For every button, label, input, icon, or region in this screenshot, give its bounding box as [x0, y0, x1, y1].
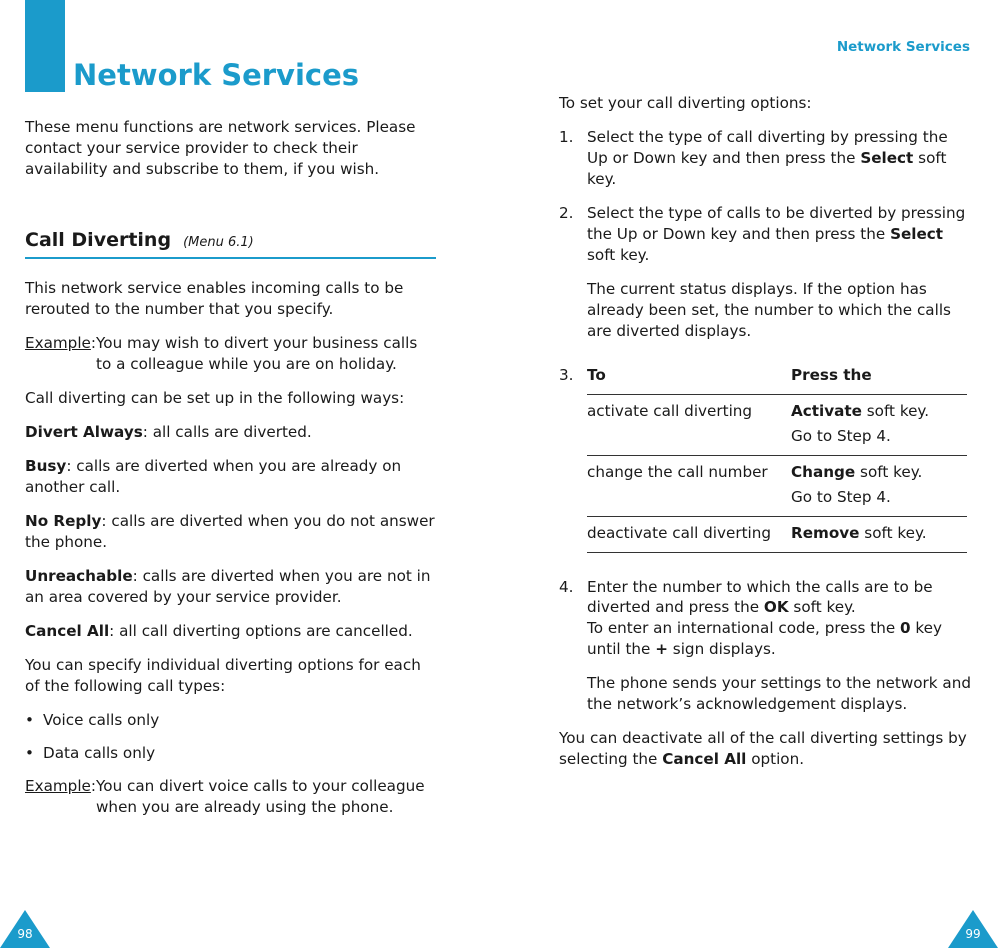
page-number-badge-left — [0, 910, 50, 948]
step-1 — [559, 127, 971, 190]
step-key: Select — [860, 148, 914, 167]
right-column — [559, 93, 971, 770]
option-desc: : calls are diverted when you are not in an area covered by your service provider. — [25, 566, 431, 606]
step-4-note: The phone sends your settings to the network and the network’s acknowledgement displays. — [587, 674, 971, 714]
outro-option: Cancel All — [662, 750, 747, 769]
intro-paragraph: These menu functions are network services. Please contact your service provider to check their availability and subscribe to them, if you wish. — [25, 118, 416, 178]
example-label: Example — [25, 333, 91, 352]
table-cell-key — [783, 394, 967, 455]
step-number: 1. — [559, 127, 574, 146]
running-head: Network Services — [836, 39, 970, 55]
soft-key-suffix: soft key. — [855, 462, 923, 481]
bullet-item — [25, 743, 437, 764]
section-title: Call Diverting — [25, 229, 172, 251]
outro-text: option. — [746, 750, 805, 769]
option-busy — [25, 456, 437, 498]
outro-paragraph — [559, 728, 971, 770]
step-text: Enter the number to which the calls are to be diverted and press the — [587, 577, 933, 617]
step-key: + — [655, 640, 668, 659]
step-2-note: The current status displays. If the option has already been set, the number to which the calls are diverted displays. — [587, 279, 951, 340]
types-intro: You can specify individual diverting options for each of the following call types: — [25, 655, 421, 695]
soft-key-suffix: soft key. — [859, 523, 927, 542]
table-row — [587, 394, 967, 455]
outro-text: You can deactivate all of the call diverting settings by selecting the — [559, 729, 967, 769]
next-step: Go to Step 4. — [791, 487, 891, 506]
page-number: 99 — [965, 927, 981, 941]
page-title: Network Services — [73, 58, 360, 92]
soft-key: Change — [791, 462, 856, 481]
option-desc: : calls are diverted when you do not answer the phone. — [25, 511, 435, 551]
step-key: 0 — [900, 619, 911, 638]
option-desc: : all call diverting options are cancelled. — [109, 621, 413, 640]
soft-key: Activate — [791, 401, 862, 420]
option-term: Cancel All — [25, 621, 110, 640]
step-text: Select the type of call diverting by pressing the Up or Down key and then press the — [587, 127, 948, 167]
table-cell-key — [783, 516, 967, 552]
option-term: Busy — [25, 456, 67, 475]
step-number: 4. — [559, 577, 574, 596]
example-text: You can divert voice calls to your colleague when you are already using the phone. — [96, 777, 425, 817]
table-header-press: Press the — [783, 365, 967, 394]
bullet-text: Data calls only — [43, 743, 156, 762]
next-step: Go to Step 4. — [791, 426, 891, 445]
bullet-icon: • — [25, 743, 34, 762]
step-4 — [559, 577, 971, 661]
ways-intro: Call diverting can be set up in the following ways: — [25, 388, 405, 407]
step-key: Select — [890, 224, 944, 243]
option-term: No Reply — [25, 511, 102, 530]
example-2: Example: You can divert voice calls to your colleague when you are already using the phone. — [25, 776, 437, 818]
table-header-row — [587, 365, 967, 394]
step-number: 3. — [559, 365, 574, 384]
title-accent-bar — [25, 0, 65, 92]
page-number: 98 — [17, 927, 33, 941]
table-header-to: To — [587, 365, 783, 394]
section-rule — [25, 257, 436, 259]
option-term: Unreachable — [25, 566, 133, 585]
option-desc: : calls are diverted when you are already on another call. — [25, 456, 402, 496]
option-term: Divert Always — [25, 422, 143, 441]
example-text: You may wish to divert your business calls to a colleague while you are on holiday. — [96, 333, 418, 373]
table-row — [587, 516, 967, 552]
option-desc: : all calls are diverted. — [142, 422, 312, 441]
section-body — [25, 278, 437, 818]
left-column — [25, 117, 437, 180]
table-cell-action: activate call diverting — [587, 394, 783, 455]
option-cancel-all — [25, 621, 437, 642]
step-text: soft key. — [587, 245, 650, 264]
option-unreachable — [25, 566, 437, 608]
table-cell-key — [783, 455, 967, 516]
example-1: Example: You may wish to divert your business calls to a colleague while you are on holiday. — [25, 333, 437, 375]
step-2 — [559, 203, 971, 266]
example-label: Example — [25, 777, 91, 796]
soft-key: Remove — [791, 523, 860, 542]
bullet-text: Voice calls only — [43, 710, 160, 729]
table-cell-action: deactivate call diverting — [587, 516, 783, 552]
option-divert-always — [25, 422, 437, 443]
table-row — [587, 455, 967, 516]
step-3 — [559, 365, 971, 553]
section-menu-ref: (Menu 6.1) — [183, 235, 254, 250]
steps-intro: To set your call diverting options: — [559, 94, 812, 112]
options-table — [587, 365, 967, 553]
soft-key-suffix: soft key. — [861, 401, 930, 420]
bullet-icon: • — [25, 710, 34, 729]
step-text: To enter an international code, press the — [587, 619, 900, 638]
step-text: Select the type of calls to be diverted by pressing the Up or Down key and then press the — [587, 203, 966, 243]
step-text: sign displays. — [667, 640, 776, 659]
section-heading — [25, 227, 437, 253]
section-intro: This network service enables incoming calls to be rerouted to the number that you specify. — [25, 279, 404, 318]
table-cell-action: change the call number — [587, 455, 783, 516]
bullet-item — [25, 710, 437, 731]
step-text: soft key. — [788, 598, 856, 617]
step-number: 2. — [559, 203, 574, 222]
step-text: soft key. — [587, 148, 947, 188]
step-key: OK — [763, 598, 789, 617]
option-no-reply — [25, 511, 437, 553]
step-text: key until the — [587, 619, 942, 659]
page-number-badge-right — [948, 910, 998, 948]
